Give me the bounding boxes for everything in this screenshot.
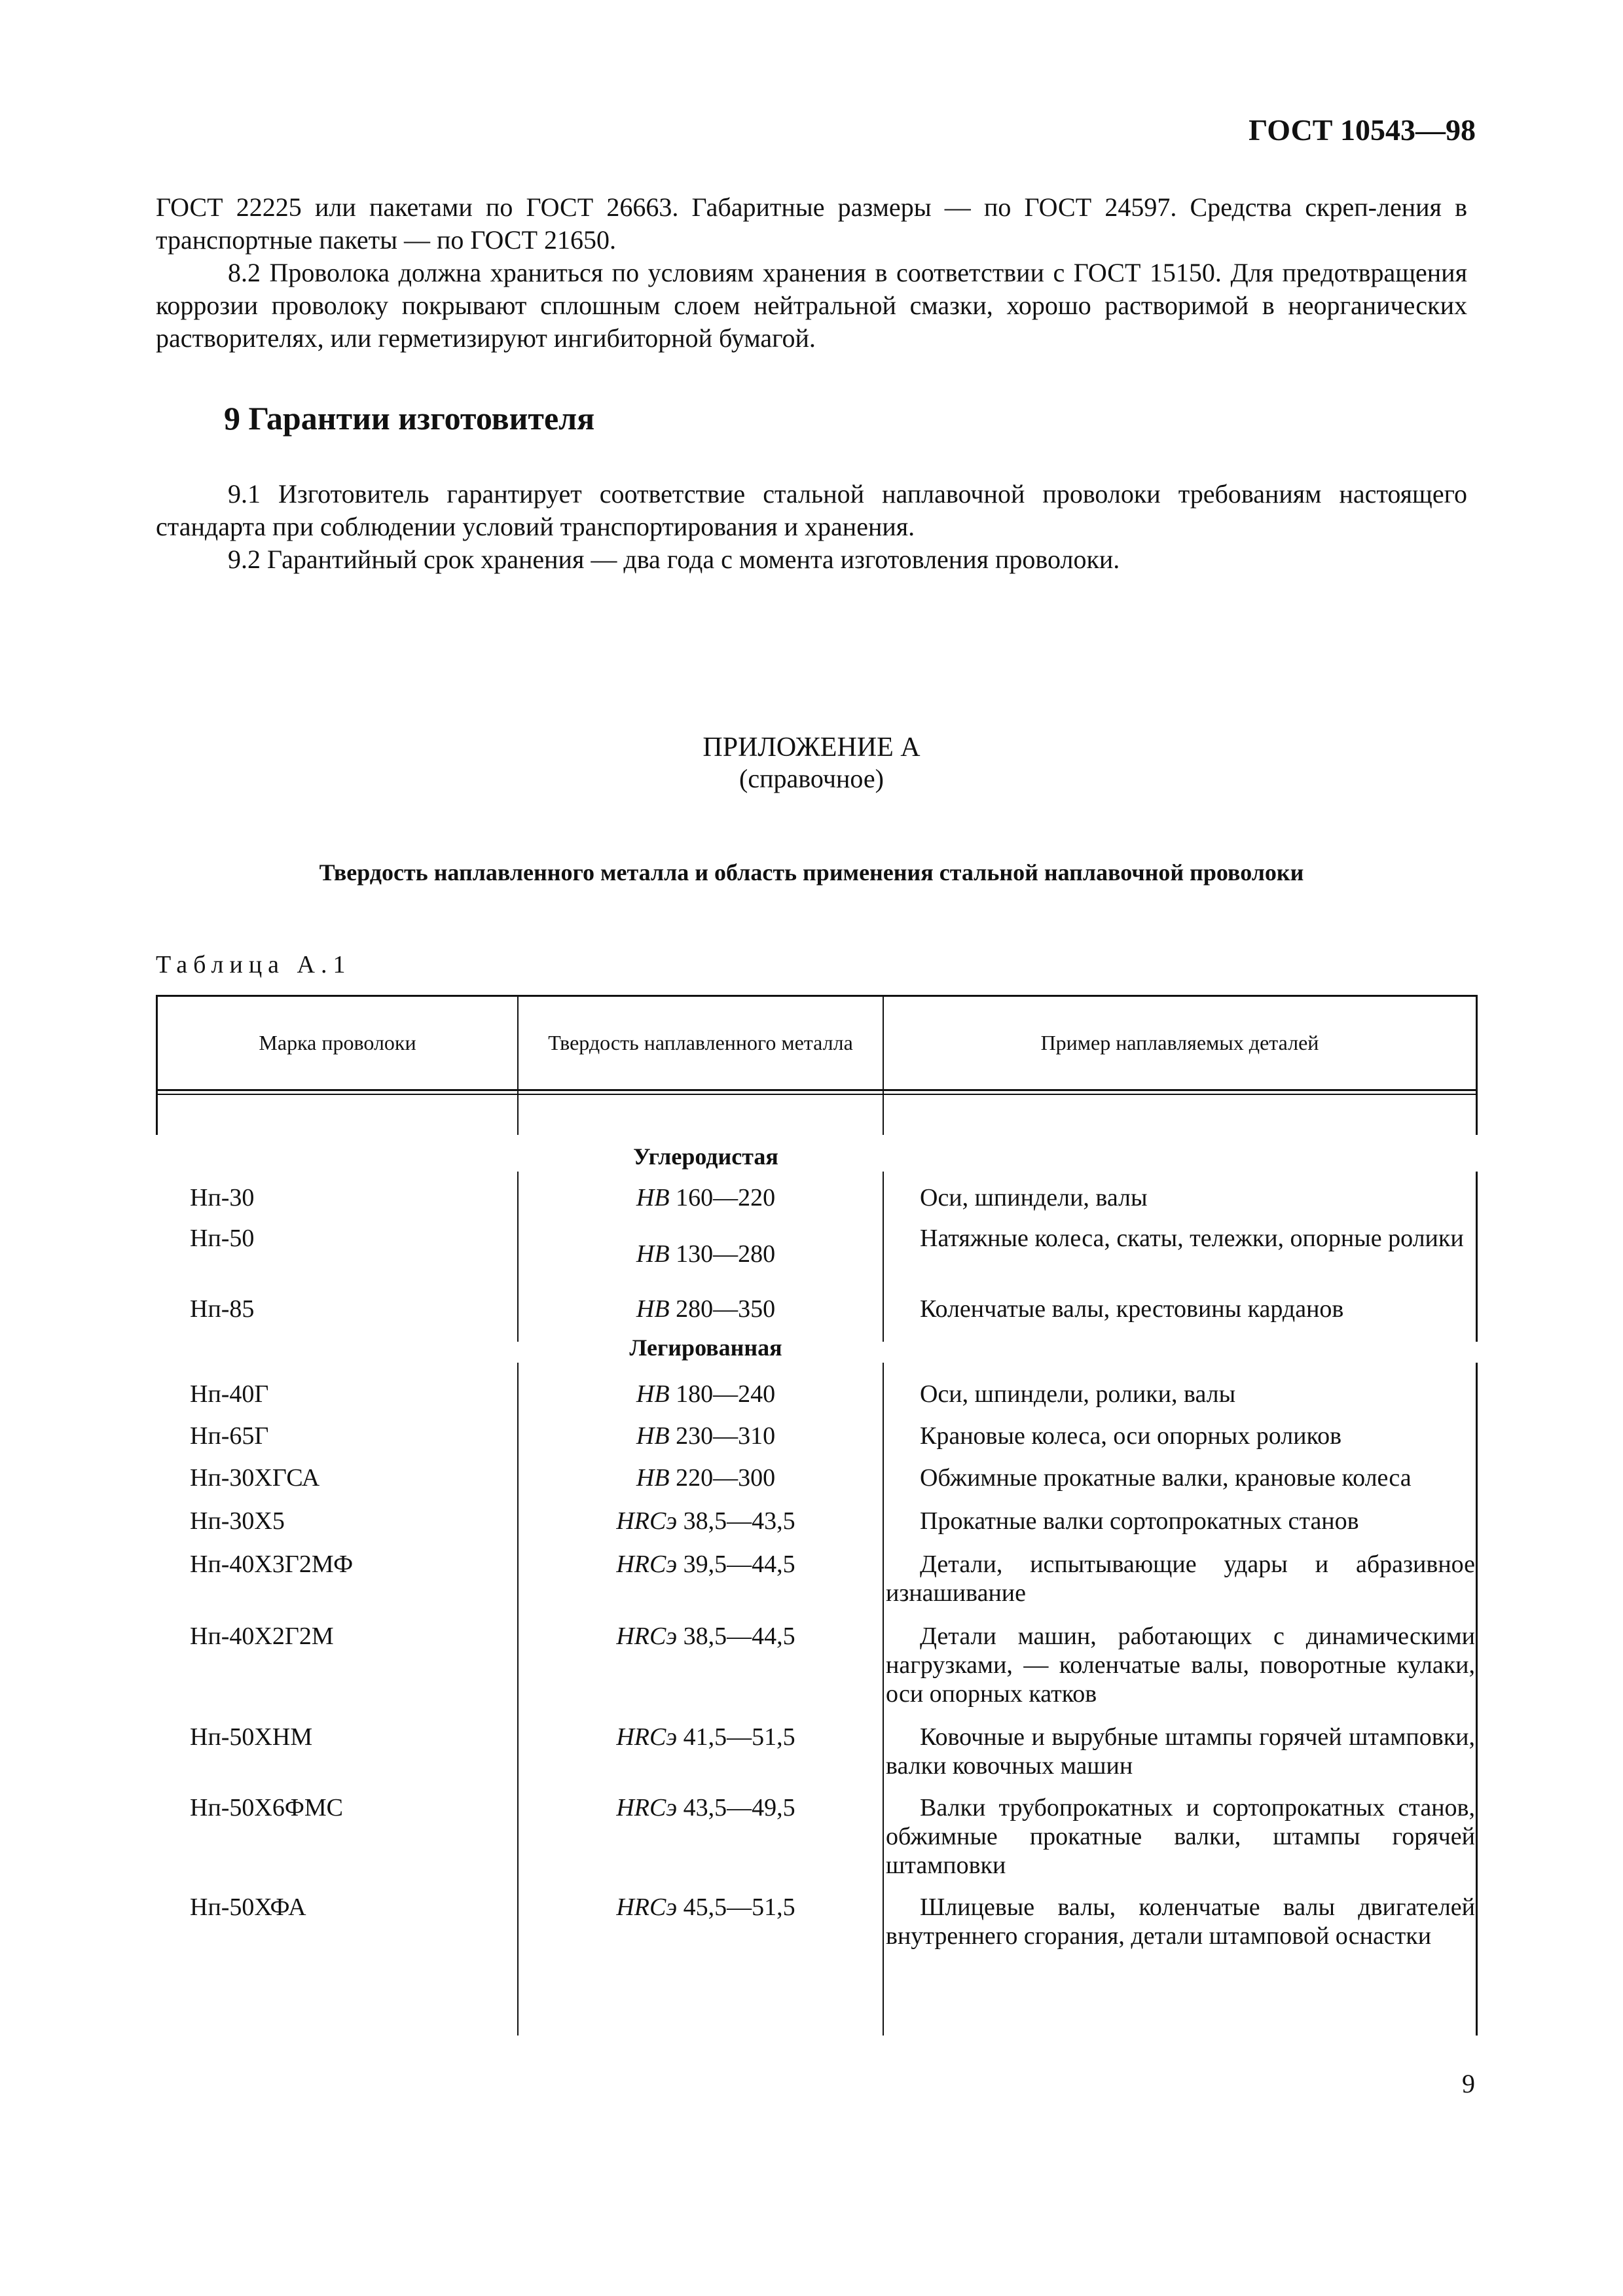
hardness-scale: НВ	[636, 1295, 670, 1323]
hardness-range: 180—240	[676, 1380, 776, 1408]
hardness-range: 280—350	[676, 1295, 776, 1323]
hardness-range: 230—310	[676, 1422, 776, 1450]
paragraph-packaging: ГОСТ 22225 или пакетами по ГОСТ 26663. Габаритные размеры — по ГОСТ 24597. Средства скреп-ления в транспортные пакеты — по ГОСТ 21650.	[156, 192, 1467, 255]
cell-mark: Нп-50ХФА	[190, 1893, 306, 1921]
cell-example: Детали машин, работающих с динамическими нагрузками, — коленчатые валы, поворотные кулаки, оси опорных катков	[886, 1623, 1475, 1708]
table-col1-rule-top	[517, 995, 519, 1135]
document-code-header: ГОСТ 10543—98	[1249, 113, 1476, 147]
cell-mark: Нп-50Х6ФМС	[190, 1794, 344, 1821]
paragraph-8-2: 8.2 Проволока должна храниться по условиям хранения в соответствии с ГОСТ 15150. Для предотвращения коррозии проволоку покрывают сплошным слоем нейтральной смазки, хорошо растворимой в неорганических растворителях, или герметизируют ингибиторной бумагой.	[156, 258, 1467, 353]
cell-example: Обжимные прокатные валки, крановые колеса	[920, 1464, 1412, 1492]
cell-mark: Нп-85	[190, 1295, 255, 1323]
cell-mark: Нп-65Г	[190, 1422, 269, 1450]
column-header-mark: Марка проволоки	[259, 1031, 416, 1054]
cell-mark: Нп-30ХГСА	[190, 1464, 320, 1492]
table-caption: Таблица А.1	[156, 951, 352, 978]
hardness-scale: HRCэ	[616, 1893, 678, 1921]
cell-hardness	[517, 1550, 894, 1579]
cell-hardness	[517, 1183, 894, 1212]
cell-example: Крановые колеса, оси опорных роликов	[920, 1422, 1342, 1450]
hardness-scale: HRCэ	[616, 1723, 678, 1751]
cell-hardness	[517, 1507, 894, 1535]
table-right-rule-a	[1476, 1172, 1478, 1342]
cell-hardness	[517, 1622, 894, 1651]
hardness-scale: HRCэ	[616, 1507, 678, 1535]
hardness-range: 38,5—43,5	[683, 1507, 795, 1535]
cell-hardness	[517, 1422, 894, 1450]
cell-mark: Нп-50ХНМ	[190, 1723, 313, 1751]
hardness-scale: HRCэ	[616, 1794, 678, 1821]
cell-example: Ковочные и вырубные штампы горячей штамповки, валки ковочных машин	[886, 1723, 1475, 1780]
cell-hardness	[517, 1893, 894, 1922]
cell-mark: Нп-30Х5	[190, 1507, 285, 1535]
paragraph-9-2: 9.2 Гарантийный срок хранения — два года с момента изготовления проволоки.	[228, 545, 1120, 574]
hardness-range: 39,5—44,5	[683, 1551, 795, 1578]
table-header-rule-2	[156, 1094, 1478, 1095]
cell-hardness	[517, 1463, 894, 1492]
cell-example: Валки трубопрокатных и сортопрокатных станов, обжимные прокатные валки, штампы горячей штамповки	[886, 1794, 1475, 1879]
group-label-alloy: Легированная	[629, 1335, 782, 1361]
hardness-scale: НВ	[636, 1184, 670, 1211]
annex-subtitle: (справочное)	[739, 764, 884, 793]
hardness-scale: НВ	[636, 1464, 670, 1492]
group-label-carbon: Углеродистая	[633, 1143, 778, 1170]
table-right-rule-top	[1476, 995, 1478, 1135]
cell-hardness	[517, 1295, 894, 1323]
cell-example: Коленчатые валы, крестовины карданов	[920, 1295, 1344, 1323]
cell-mark: Нп-30	[190, 1184, 255, 1211]
paragraph-9-1: 9.1 Изготовитель гарантирует соответствие стальной наплавочной проволоки требованиям настоящего стандарта при соблюдении условий транспортирования и хранения.	[156, 479, 1467, 541]
hardness-range: 160—220	[676, 1184, 776, 1211]
cell-example: Прокатные валки сортопрокатных станов	[920, 1507, 1359, 1535]
cell-hardness	[517, 1793, 894, 1822]
hardness-scale: HRCэ	[616, 1551, 678, 1578]
cell-mark: Нп-50	[190, 1225, 255, 1252]
cell-mark: Нп-40Х3Г2МФ	[190, 1551, 354, 1578]
hardness-range: 43,5—49,5	[683, 1794, 795, 1821]
cell-hardness	[517, 1240, 894, 1268]
column-header-example: Пример наплавляемых деталей	[1040, 1031, 1319, 1054]
annex-heading: Твердость наплавленного металла и область применения стальной наплавочной проволоки	[319, 859, 1304, 886]
cell-example: Оси, шпиндели, валы	[920, 1184, 1148, 1211]
cell-example: Натяжные колеса, скаты, тележки, опорные ролики	[920, 1225, 1464, 1252]
cell-mark: Нп-40Г	[190, 1380, 269, 1408]
hardness-scale: НВ	[636, 1380, 670, 1408]
table-right-rule-b	[1476, 1363, 1478, 2036]
page-number: 9	[1462, 2069, 1475, 2098]
hardness-range: 41,5—51,5	[683, 1723, 795, 1751]
hardness-range: 220—300	[676, 1464, 776, 1492]
column-header-hardness: Твердость наплавленного металла	[548, 1031, 853, 1054]
hardness-range: 130—280	[676, 1240, 776, 1268]
cell-hardness	[517, 1380, 894, 1408]
section-heading-9: 9 Гарантии изготовителя	[224, 400, 595, 437]
hardness-range: 45,5—51,5	[683, 1893, 795, 1921]
cell-example: Оси, шпиндели, ролики, валы	[920, 1380, 1236, 1408]
hardness-scale: НВ	[636, 1422, 670, 1450]
cell-example: Шлицевые валы, коленчатые валы двигателей внутреннего сгорания, детали штамповой оснастки	[886, 1893, 1475, 1950]
cell-mark: Нп-40Х2Г2М	[190, 1623, 334, 1650]
annex-title: ПРИЛОЖЕНИЕ А	[702, 732, 921, 762]
cell-hardness	[517, 1723, 894, 1751]
hardness-range: 38,5—44,5	[683, 1623, 795, 1650]
hardness-scale: HRCэ	[616, 1623, 678, 1650]
hardness-scale: НВ	[636, 1240, 670, 1268]
cell-example: Детали, испытывающие удары и абразивное изнашивание	[886, 1551, 1475, 1607]
